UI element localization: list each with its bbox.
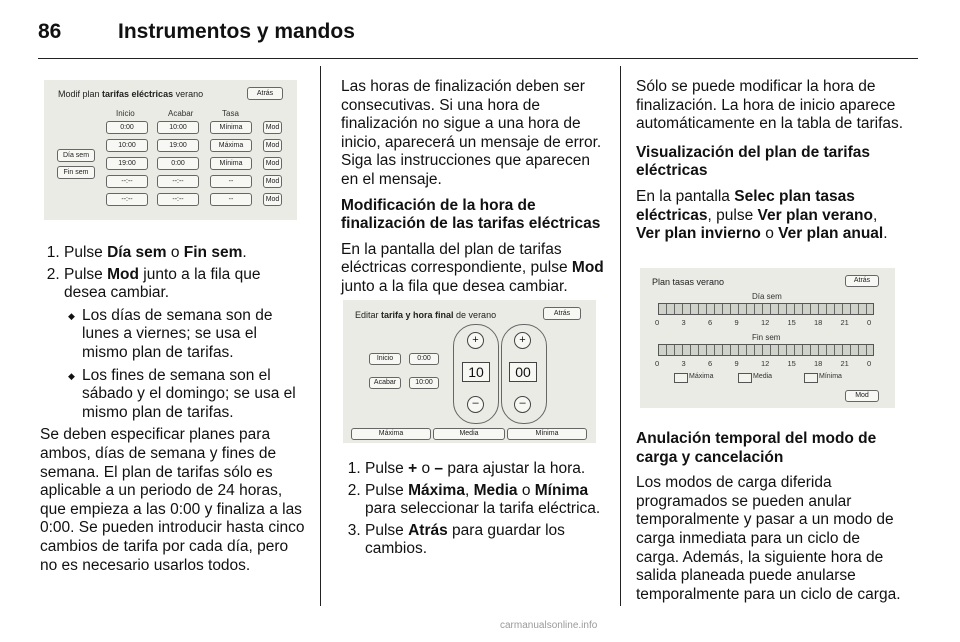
hour-tick-label: 21 [840,359,849,368]
paragraph-press-mod: En la pantalla del plan de tarifas eléctricas correspondiente, pulse Mod junto a la fila que desea cambiar. [341,240,604,295]
weekend-rate-bar [658,344,874,356]
paragraph-plans: Se deben especificar planes para ambos, días de semana y fines de semana. El plan de tarifas sólo es aplicable a un periodo de 24 horas, que empieza a las 0:00 y finaliza a las 0:00. Se pueden introducir hasta cinco cambios de tarifa por cada día, pero no es necesario usarlos todos. [40,426,305,574]
hour-minus-button[interactable]: – [467,396,484,413]
column-2-text-bottom [341,460,607,563]
hour-tick-label: 6 [708,318,713,327]
rate-cell: Máxima [210,139,252,152]
figure-summer-rate-plan-view [640,268,895,408]
end-label: Acabar [369,377,401,389]
rate-cell: -- [210,193,252,206]
hour-plus-button[interactable]: + [467,332,484,349]
step-1: 1. Pulse + o – para ajustar la hora. [365,460,607,479]
rate-cell: -- [210,175,252,188]
hour-tick-label: 3 [681,359,686,368]
start-time-cell: 0:00 [106,121,148,134]
end-time-cell: 0:00 [157,157,199,170]
hour-tick-label: 21 [840,318,849,327]
paragraph-only-end-time: Sólo se puede modificar la hora de finalización. La hora de inicio aparece automáticamente en la tabla de tarifas. [636,78,904,133]
bullet-weekdays: ◆ Los días de semana son de lunes a viernes; se usa el mismo plan de tarifas. [82,307,306,363]
column-divider-1 [320,66,321,606]
weekday-button[interactable]: Día sem [57,149,95,162]
column-divider-2 [620,66,621,606]
start-time-cell: 10:00 [106,139,148,152]
figure-edit-rate-end-time-screen [343,300,596,443]
medium-rate-button[interactable]: Media [433,428,505,440]
column-3-text-top [636,78,904,251]
step-2: 2. Pulse Máxima, Media o Mínima para seleccionar la tarifa eléctrica. [365,482,607,519]
page-header [38,14,918,54]
minute-minus-button[interactable]: – [514,396,531,413]
steps-list-2 [341,460,607,559]
hour-tick-label: 15 [787,318,796,327]
fig1-title: Modif plan tarifas eléctricas verano [58,89,204,99]
end-value: 10:00 [409,377,439,389]
max-rate-button[interactable]: Máxima [351,428,431,440]
column-3-text-bottom [636,430,904,611]
hour-tick-label: 0 [655,318,660,327]
header-divider [38,58,918,59]
end-time-cell: --:-- [157,193,199,206]
fig2-title: Editar tarifa y hora final de verano [355,310,497,320]
page-number: 86 [38,20,62,43]
minute-value: 00 [509,362,537,382]
start-time-cell: --:-- [106,175,148,188]
hour-tick-label: 18 [814,318,823,327]
step-3: 3. Pulse Atrás para guardar los cambios. [365,522,607,559]
hour-tick-label: 0 [867,318,872,327]
paragraph-override: Los modos de carga diferida programados se pueden anular temporalmente y pasar a un modo de carga inmediata para un ciclo de carga. Además, la siguiente hora de salida planeada puede anularse temporalmente para un ciclo de carga. [636,474,901,603]
rate-cell: Mínima [210,157,252,170]
min-rate-button[interactable]: Mínima [507,428,587,440]
start-time-cell: --:-- [106,193,148,206]
section-heading-modify-end-time: Modificación de la hora de finalización de las tarifas eléctricas [341,196,601,233]
bullet-list [64,307,306,423]
paragraph-view-plan: En la pantalla Selec plan tasas eléctricas, pulse Ver plan verano, Ver plan invierno o Ver plan anual. [636,187,888,243]
mod-button[interactable]: Mod [845,390,879,402]
mod-button[interactable]: Mod [263,193,282,206]
legend-min-swatch [804,373,818,383]
legend-max-label: Máxima [689,373,714,380]
hour-tick-label: 12 [761,359,770,368]
hour-value: 10 [462,362,490,382]
step-1: 1. Pulse Día sem o Fin sem. [64,244,306,263]
end-time-cell: 19:00 [157,139,199,152]
start-label: Inicio [369,353,401,365]
hour-tick-label: 0 [655,359,660,368]
weekend-label: Fin sem [752,333,781,342]
column-1-text [40,238,306,582]
mod-button[interactable]: Mod [263,157,282,170]
paragraph-end-times: Las horas de finalización deben ser consecutivas. Si una hora de finalización no sigue a una hora de inicio, aparecerá un mensaje de error. Siga las instrucciones que aparecen en el mensaje. [341,78,602,188]
mod-button[interactable]: Mod [263,121,282,134]
back-button[interactable]: Atrás [247,87,283,100]
hour-tick-label: 15 [787,359,796,368]
watermark: carmanualsonline.info [500,620,598,631]
col-header-rate: Tasa [222,109,239,118]
step-2: 2. Pulse Mod junto a la fila que desea cambiar. ◆ Los días de semana son de lunes a viernes; se usa el mismo plan de tarifas. ◆ Los fines de semana son el sábado y el domingo; se usa el mismo plan de tarifas. [64,266,306,423]
end-time-cell: 10:00 [157,121,199,134]
weekday-label: Día sem [752,292,782,301]
column-2-text-top [341,78,607,304]
back-button[interactable]: Atrás [543,307,581,320]
hour-tick-label: 9 [734,318,739,327]
legend-min-label: Mínima [819,373,842,380]
start-value: 0:00 [409,353,439,365]
fig3-title: Plan tasas verano [652,277,725,287]
rate-cell: Mínima [210,121,252,134]
section-heading-override: Anulación temporal del modo de carga y cancelación [636,430,877,466]
end-time-cell: --:-- [157,175,199,188]
col-header-end: Acabar [168,109,194,118]
mod-button[interactable]: Mod [263,175,282,188]
col-header-start: Inicio [116,109,135,118]
back-button[interactable]: Atrás [845,275,879,287]
hour-tick-label: 6 [708,359,713,368]
legend-max-swatch [674,373,688,383]
hour-tick-label: 18 [814,359,823,368]
section-heading-view-plan: Visualización del plan de tarifas eléctricas [636,143,871,180]
weekday-rate-bar [658,303,874,315]
hour-tick-label: 0 [867,359,872,368]
hour-tick-label: 9 [734,359,739,368]
steps-list-1 [40,244,306,422]
mod-button[interactable]: Mod [263,139,282,152]
minute-plus-button[interactable]: + [514,332,531,349]
legend-medium-label: Media [753,373,773,380]
page-title: Instrumentos y mandos [118,20,355,43]
weekend-button[interactable]: Fin sem [57,166,95,179]
legend-medium-swatch [738,373,752,383]
hour-tick-label: 3 [681,318,686,327]
hour-tick-label: 12 [761,318,770,327]
figure-summer-rate-plan-screen [44,80,297,220]
start-time-cell: 19:00 [106,157,148,170]
bullet-weekends: ◆ Los fines de semana son el sábado y el domingo; se usa el mismo plan de tarifas. [82,367,306,423]
